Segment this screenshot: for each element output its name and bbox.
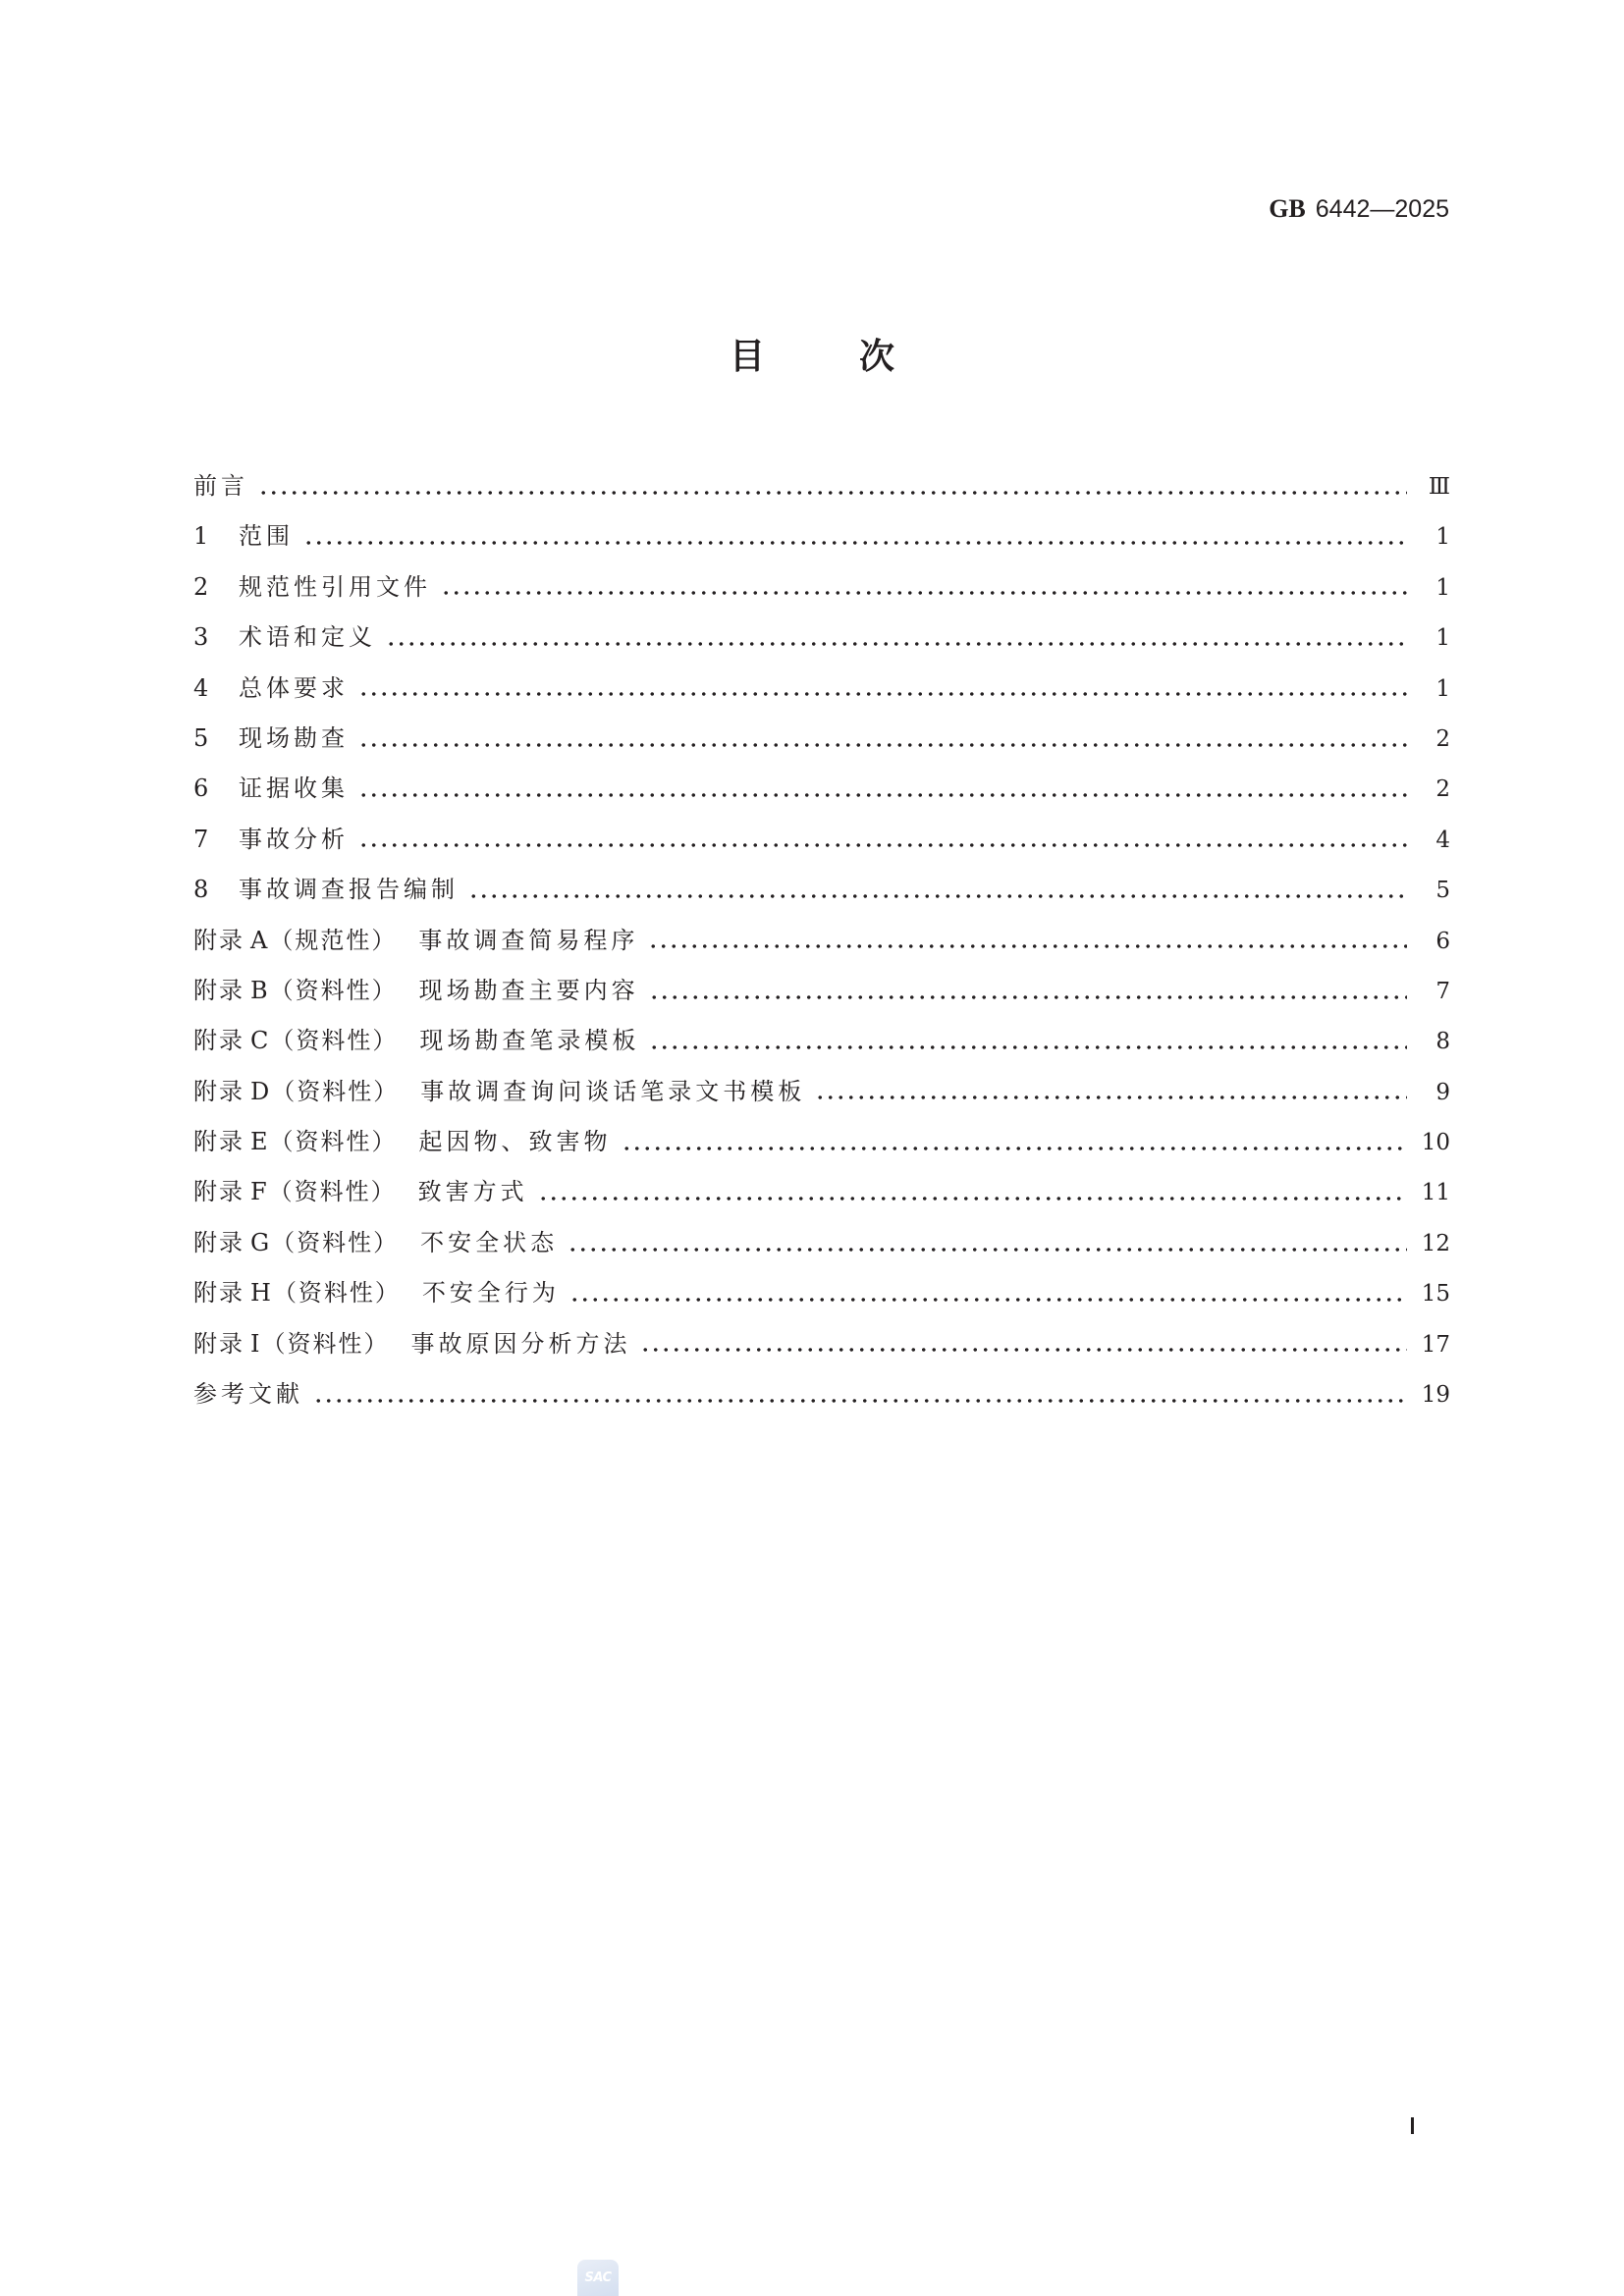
dot-leader xyxy=(313,1397,1407,1405)
toc-entry-label: 现场勘查 xyxy=(239,723,349,752)
toc-entry-label: 事故原因分析方法 xyxy=(410,1329,631,1358)
toc-entry-label: 总体要求 xyxy=(239,673,349,702)
appendix-kind: （资料性） xyxy=(270,1027,399,1055)
dot-leader xyxy=(358,841,1407,849)
standard-number: 6442—2025 xyxy=(1315,195,1449,223)
appendix-kind: （资料性） xyxy=(271,1228,400,1256)
section-number: 4 xyxy=(193,673,209,702)
dot-leader xyxy=(358,791,1407,799)
appendix-letter: F xyxy=(250,1178,267,1206)
toc-entry-page: 17 xyxy=(1421,1331,1450,1358)
dot-leader xyxy=(622,1145,1407,1152)
toc-entry-page: 11 xyxy=(1421,1180,1450,1206)
toc-entry-page: 5 xyxy=(1435,878,1450,904)
dot-leader xyxy=(538,1195,1407,1202)
toc-entry-page: 1 xyxy=(1435,675,1450,702)
appendix-prefix: 附录 xyxy=(193,1128,244,1156)
appendix-prefix: 附录 xyxy=(193,926,244,954)
toc-entry-page: 12 xyxy=(1421,1230,1450,1256)
toc-entry-section-5[interactable] xyxy=(193,714,1450,764)
dot-leader xyxy=(815,1094,1407,1101)
appendix-prefix: 附录 xyxy=(193,1077,244,1105)
dot-leader xyxy=(358,690,1407,698)
toc-entry-foreword[interactable] xyxy=(193,461,1450,511)
toc-entry-appendix-b[interactable] xyxy=(193,966,1450,1016)
toc-entry-page: 15 xyxy=(1421,1281,1450,1308)
appendix-kind: （规范性） xyxy=(269,926,398,954)
page-title xyxy=(0,334,1624,381)
toc-entry-label: 范围 xyxy=(239,522,294,551)
toc-entry-page: 4 xyxy=(1435,827,1450,853)
toc-entry-label: 术语和定义 xyxy=(239,623,376,652)
appendix-letter: E xyxy=(250,1128,268,1156)
toc-entry-label: 现场勘查主要内容 xyxy=(418,976,639,1004)
section-number: 2 xyxy=(193,572,209,601)
toc-entry-section-4[interactable] xyxy=(193,664,1450,714)
toc-entry-appendix-d[interactable] xyxy=(193,1067,1450,1117)
toc-entry-page: 2 xyxy=(1435,776,1450,803)
dot-leader xyxy=(568,1246,1407,1254)
toc-entry-appendix-g[interactable] xyxy=(193,1218,1450,1268)
table-of-contents xyxy=(193,461,1450,1419)
dot-leader xyxy=(468,892,1407,900)
toc-entry-label: 不安全状态 xyxy=(420,1228,559,1256)
appendix-prefix: 附录 xyxy=(193,1279,244,1308)
toc-entry-section-2[interactable] xyxy=(193,562,1450,613)
toc-entry-page: 19 xyxy=(1421,1382,1450,1409)
toc-entry-page: 7 xyxy=(1435,978,1450,1004)
toc-entry-appendix-h[interactable] xyxy=(193,1268,1450,1318)
toc-entry-label: 事故调查报告编制 xyxy=(239,876,459,904)
appendix-kind: （资料性） xyxy=(261,1329,390,1358)
toc-entry-page: 6 xyxy=(1435,928,1450,954)
section-number: 1 xyxy=(193,522,209,551)
toc-entry-appendix-c[interactable] xyxy=(193,1016,1450,1066)
appendix-letter: D xyxy=(250,1077,270,1105)
dot-leader xyxy=(649,993,1407,1001)
appendix-letter: A xyxy=(250,926,268,954)
toc-entry-label: 前言 xyxy=(193,472,248,500)
toc-entry-appendix-a[interactable] xyxy=(193,916,1450,966)
toc-entry-page: 2 xyxy=(1435,725,1450,752)
toc-entry-page: 10 xyxy=(1421,1130,1450,1156)
toc-entry-label: 事故调查简易程序 xyxy=(418,926,639,954)
page-number-roman-i xyxy=(1411,2117,1414,2134)
toc-entry-section-6[interactable] xyxy=(193,764,1450,814)
appendix-kind: （资料性） xyxy=(269,1128,398,1156)
appendix-letter: I xyxy=(250,1329,260,1358)
dot-leader xyxy=(358,741,1407,749)
dot-leader xyxy=(386,640,1407,648)
toc-entry-section-3[interactable] xyxy=(193,613,1450,663)
appendix-letter: G xyxy=(250,1228,270,1256)
dot-leader xyxy=(649,1043,1407,1051)
toc-entry-label: 不安全行为 xyxy=(421,1279,560,1308)
dot-leader xyxy=(441,589,1407,597)
title-char-2: 次 xyxy=(859,337,895,377)
toc-entry-section-1[interactable] xyxy=(193,511,1450,561)
section-number: 3 xyxy=(193,623,209,652)
toc-entry-page: 9 xyxy=(1435,1079,1450,1105)
appendix-prefix: 附录 xyxy=(193,976,244,1004)
appendix-kind: （资料性） xyxy=(268,1178,397,1206)
appendix-letter: C xyxy=(250,1027,269,1055)
appendix-prefix: 附录 xyxy=(193,1329,244,1358)
toc-entry-label: 致害方式 xyxy=(417,1178,528,1206)
standard-number-header xyxy=(1269,194,1449,224)
toc-entry-appendix-f[interactable] xyxy=(193,1167,1450,1217)
dot-leader xyxy=(303,539,1407,547)
toc-entry-label: 事故分析 xyxy=(239,825,349,853)
section-number: 5 xyxy=(193,723,209,752)
appendix-letter: H xyxy=(250,1279,271,1308)
appendix-kind: （资料性） xyxy=(269,976,398,1004)
toc-entry-label: 现场勘查笔录模板 xyxy=(419,1027,640,1055)
appendix-prefix: 附录 xyxy=(193,1178,244,1206)
toc-entry-page: Ⅲ xyxy=(1428,474,1450,500)
toc-entry-bibliography[interactable] xyxy=(193,1369,1450,1419)
appendix-kind: （资料性） xyxy=(271,1077,400,1105)
toc-entry-label: 起因物、致害物 xyxy=(418,1128,612,1156)
toc-entry-appendix-i[interactable] xyxy=(193,1319,1450,1369)
dot-leader xyxy=(569,1296,1407,1304)
toc-entry-label: 证据收集 xyxy=(239,774,349,803)
appendix-kind: （资料性） xyxy=(272,1279,401,1308)
appendix-letter: B xyxy=(250,976,268,1004)
toc-entry-label: 参考文献 xyxy=(193,1380,303,1409)
toc-entry-page: 8 xyxy=(1435,1029,1450,1055)
dot-leader xyxy=(640,1346,1407,1354)
toc-entry-appendix-e[interactable] xyxy=(193,1117,1450,1167)
section-number: 7 xyxy=(193,825,209,853)
toc-entry-label: 规范性引用文件 xyxy=(239,572,431,601)
sac-logo-watermark: SAC xyxy=(577,2260,619,2296)
toc-entry-section-7[interactable] xyxy=(193,815,1450,865)
section-number: 6 xyxy=(193,774,209,803)
appendix-prefix: 附录 xyxy=(193,1027,244,1055)
section-number: 8 xyxy=(193,876,209,904)
standard-prefix: GB xyxy=(1269,194,1306,223)
dot-leader xyxy=(258,489,1407,497)
toc-entry-section-8[interactable] xyxy=(193,865,1450,915)
toc-entry-label: 事故调查询问谈话笔录文书模板 xyxy=(420,1077,806,1105)
toc-entry-page: 1 xyxy=(1435,524,1450,551)
dot-leader xyxy=(648,942,1407,950)
appendix-prefix: 附录 xyxy=(193,1228,244,1256)
toc-entry-page: 1 xyxy=(1435,625,1450,652)
toc-entry-page: 1 xyxy=(1435,574,1450,601)
title-char-1: 目 xyxy=(729,337,765,377)
